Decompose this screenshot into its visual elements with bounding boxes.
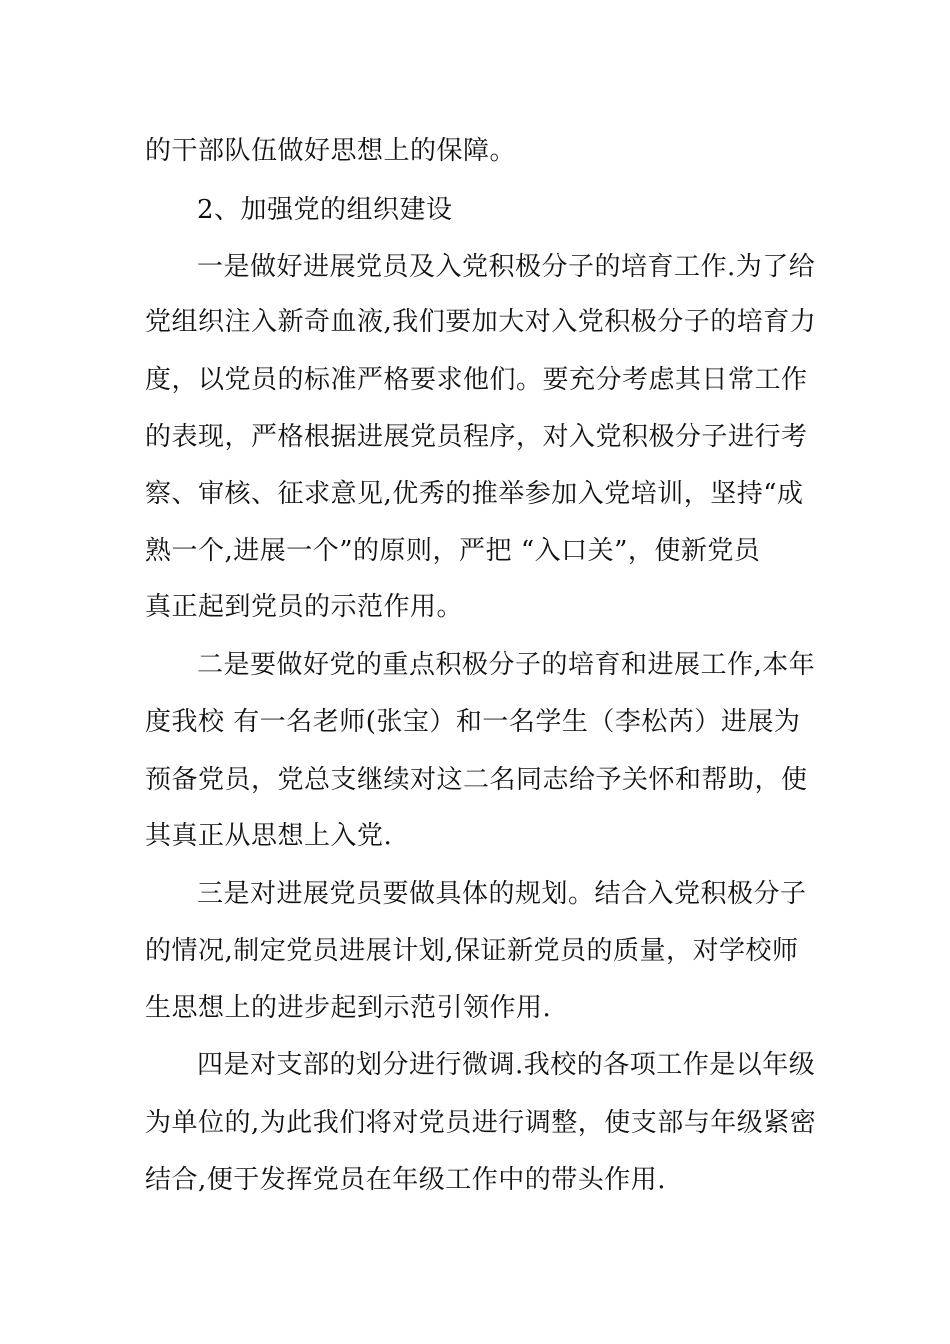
paragraph-line: 党组织注入新奇血液,我们要加大对入党积极分子的培育力	[145, 307, 817, 337]
paragraph-line: 度我校 有一名老师(张宝）和一名学生（李松芮）进展为	[145, 707, 801, 737]
section-heading: 2、加强党的组织建设	[197, 195, 453, 225]
paragraph-line: 其真正从思想上入党.	[145, 821, 393, 851]
paragraph-line: 熟一个,进展一个”的原则，严把 “入口关”，使新党员	[145, 536, 761, 566]
paragraph-line: 预备党员，党总支继续对这二名同志给予关怀和帮助，使	[145, 765, 808, 795]
paragraph-line: 真正起到党员的示范作用。	[145, 592, 464, 622]
paragraph-line: 为单位的,为此我们将对党员进行调整，使支部与年级紧密	[145, 1108, 817, 1138]
paragraph-line: 结合,便于发挥党员在年级工作中的带头作用.	[145, 1165, 667, 1195]
paragraph-line: 三是对进展党员要做具体的规划。结合入党积极分子	[197, 879, 807, 909]
paragraph-line: 的情况,制定党员进展计划,保证新党员的质量，对学校师	[145, 936, 799, 966]
paragraph-line: 二是要做好党的重点积极分子的培育和进展工作,本年	[197, 650, 816, 680]
text-line: 的干部队伍做好思想上的保障。	[145, 136, 517, 166]
paragraph-line: 四是对支部的划分进行微调.我校的各项工作是以年级	[197, 1050, 816, 1080]
paragraph-line: 一是做好进展党员及入党积极分子的培育工作.为了给	[197, 252, 816, 282]
paragraph-line: 度，以党员的标准严格要求他们。要充分考虑其日常工作	[145, 365, 808, 395]
paragraph-line: 的表现，严格根据进展党员程序，对入党积极分子进行考	[145, 422, 808, 452]
paragraph-line: 察、审核、征求意见,优秀的推举参加入党培训，坚持“成	[145, 479, 804, 509]
paragraph-line: 生思想上的进步起到示范引领作用.	[145, 993, 552, 1023]
